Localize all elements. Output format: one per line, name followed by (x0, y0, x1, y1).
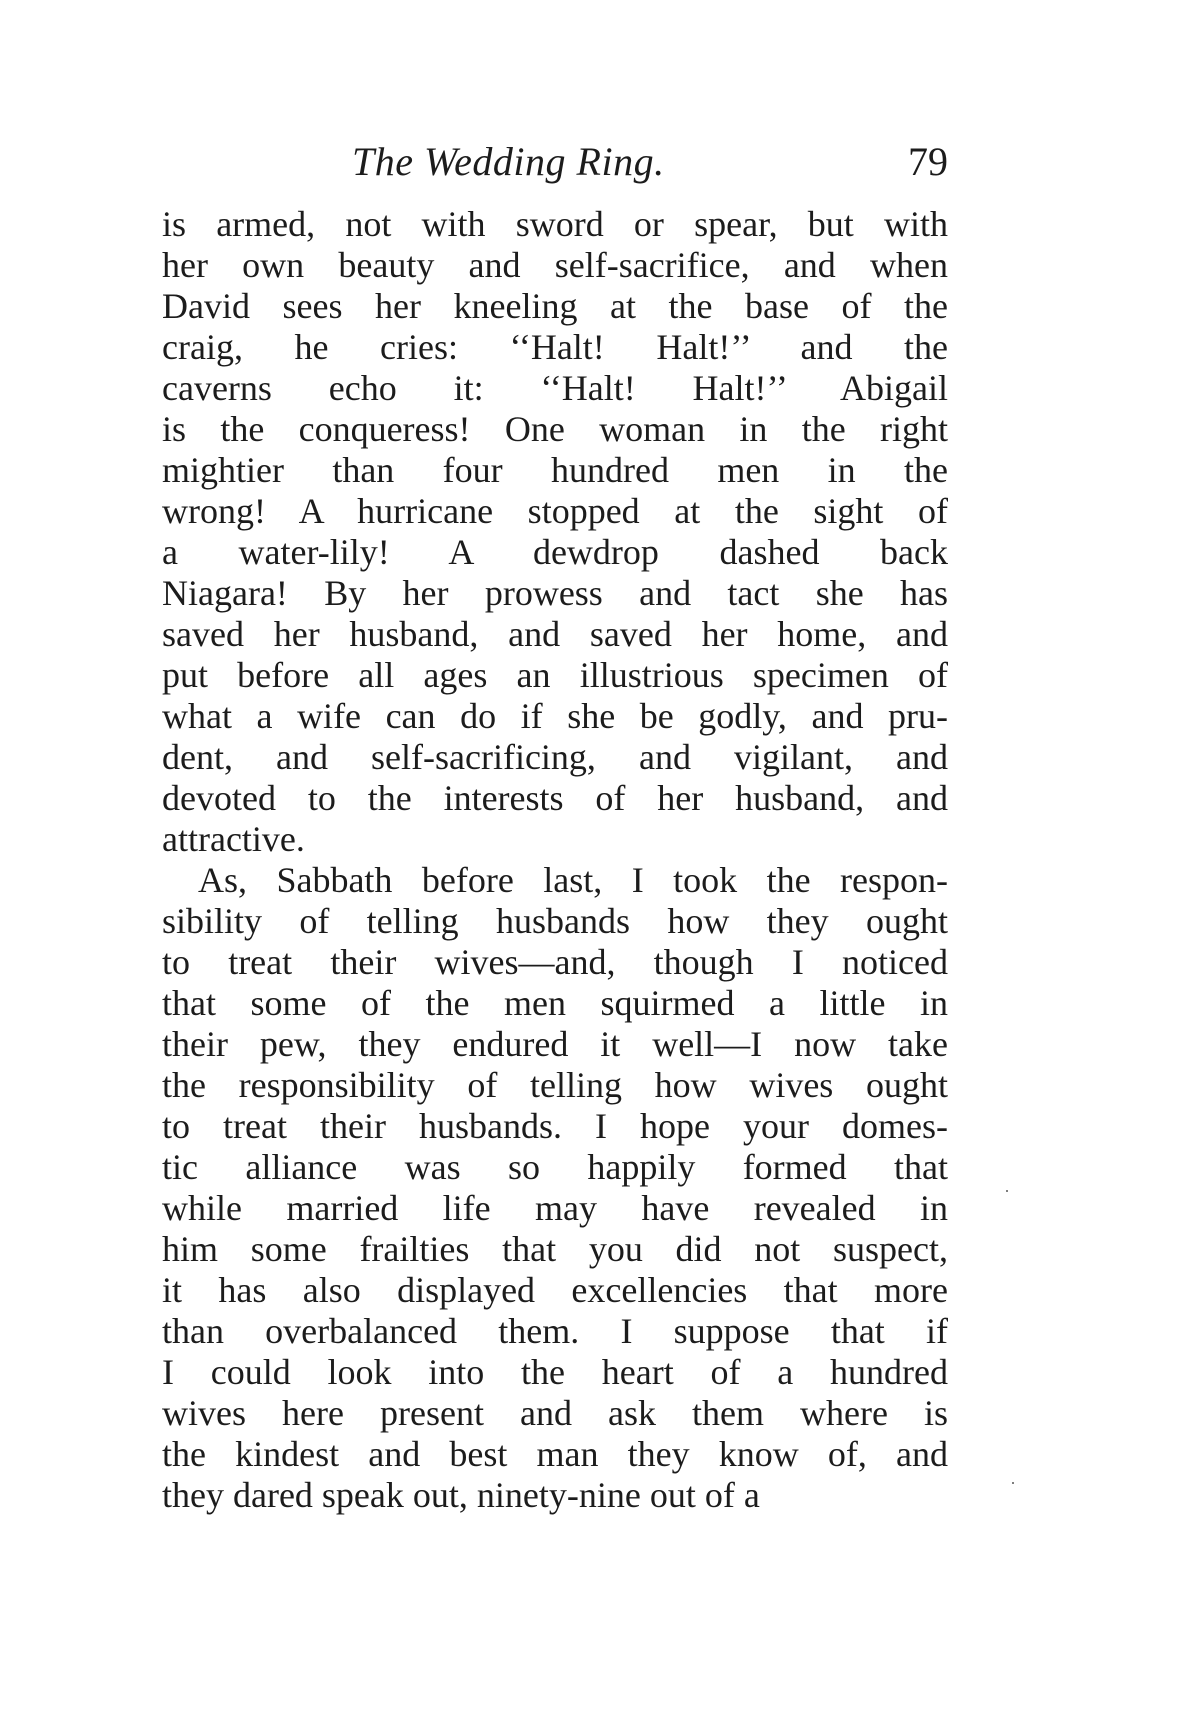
scan-speck (1006, 1190, 1008, 1192)
running-title: The Wedding Ring. (352, 139, 665, 184)
text-line: I could look into the heart of a hundred (162, 1352, 948, 1392)
text-line: attractive. (162, 819, 305, 859)
text-line: to treat their husbands. I hope your domes- (162, 1106, 948, 1146)
text-line: saved her husband, and saved her home, and (162, 614, 948, 654)
text-line: sibility of telling husbands how they ought (162, 901, 948, 941)
text-line: than overbalanced them. I suppose that if (162, 1311, 948, 1351)
text-line: put before all ages an illustrious specimen of (162, 655, 948, 695)
text-line: is armed, not with sword or spear, but with (162, 204, 948, 244)
text-line: mightier than four hundred men in the (162, 450, 948, 490)
text-line: they dared speak out, ninety-nine out of a (162, 1475, 760, 1515)
paragraph (162, 204, 948, 860)
text-line: Niagara! By her prowess and tact she has (162, 573, 948, 613)
text-line: a water-lily! A dewdrop dashed back (162, 532, 948, 572)
text-line: As, Sabbath before last, I took the respon- (198, 860, 948, 900)
running-head (162, 138, 948, 198)
text-line: to treat their wives—and, though I noticed (162, 942, 948, 982)
text-line: the kindest and best man they know of, and (162, 1434, 948, 1474)
paragraph (162, 860, 948, 1516)
text-line: devoted to the interests of her husband, and (162, 778, 948, 818)
page-number: 79 (908, 139, 948, 184)
text-line: caverns echo it: ‘‘Halt! Halt!’’ Abigail (162, 368, 948, 408)
text-line: the responsibility of telling how wives ought (162, 1065, 948, 1105)
text-line: their pew, they endured it well—I now take (162, 1024, 948, 1064)
text-line: wives here present and ask them where is (162, 1393, 948, 1433)
text-line: is the conqueress! One woman in the right (162, 409, 948, 449)
text-line: wrong! A hurricane stopped at the sight of (162, 491, 948, 531)
text-line: while married life may have revealed in (162, 1188, 948, 1228)
text-line: what a wife can do if she be godly, and pru- (162, 696, 948, 736)
scan-speck (1012, 1482, 1014, 1484)
body-text (162, 204, 948, 1516)
text-line: dent, and self-sacrificing, and vigilant, and (162, 737, 948, 777)
text-line: it has also displayed excellencies that more (162, 1270, 948, 1310)
text-line: her own beauty and self-sacrifice, and when (162, 245, 948, 285)
text-line: craig, he cries: ‘‘Halt! Halt!’’ and the (162, 327, 948, 367)
text-line: David sees her kneeling at the base of the (162, 286, 948, 326)
text-line: him some frailties that you did not suspect, (162, 1229, 948, 1269)
text-line: that some of the men squirmed a little in (162, 983, 948, 1023)
text-line: tic alliance was so happily formed that (162, 1147, 948, 1187)
